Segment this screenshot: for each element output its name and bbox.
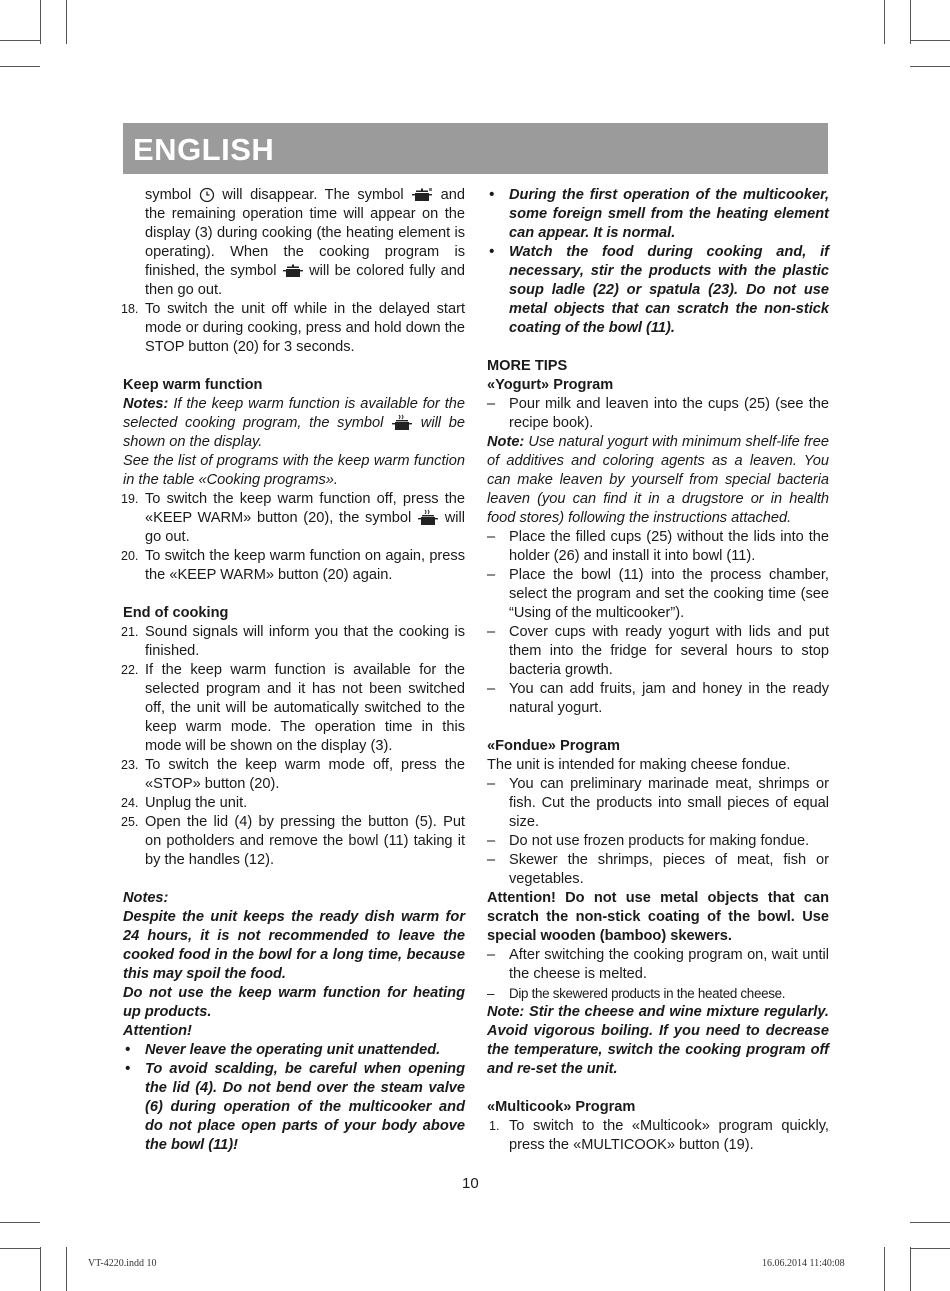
list-item: • To avoid scalding, be careful when opening the lid (4). Do not bend over the steam valve (6) during operation of the multicooker and do not place open parts of your body above the bowl (11)! (125, 1061, 465, 1153)
crop-mark (0, 1248, 40, 1249)
yogurt-note: Note: Use natural yogurt with minimum shelf-life free of additives and coloring agents as a leaven. You can make leaven by yourself from special bacteria leaven (you can find it in a drugstore or in health food stores) following the instructions attached. (487, 434, 829, 526)
list-item: 25. Open the lid (4) by pressing the button (5). Put on potholders and remove the bowl (11) taking it by the handles (12). (121, 814, 465, 868)
crop-mark (40, 0, 41, 44)
list-item: 18. To switch the unit off while in the delayed start mode or during cooking, press and hold down the STOP button (20) for 3 seconds. (121, 301, 465, 355)
crop-mark (910, 66, 950, 67)
crop-mark (0, 1222, 40, 1223)
multicook-heading: «Multicook» Program (487, 1099, 636, 1115)
list-item: 1. To switch to the «Multicook» program quickly, press the «MULTICOOK» button (19). (489, 1118, 829, 1153)
more-tips-heading: MORE TIPS (487, 358, 568, 374)
crop-mark (884, 1247, 885, 1291)
crop-mark (884, 0, 885, 44)
fondue-note: Note: Stir the cheese and wine mixture regularly. Avoid vigorous boiling. If you need to decrease the temperature, switch the cooking program off and re-set the unit. (487, 1004, 829, 1077)
list-item: – Do not use frozen products for making fondue. (487, 832, 829, 851)
list-item: – Place the bowl (11) into the process chamber, select the program and set the cooking time (see “Using of the multicooker”). (487, 566, 829, 623)
end-of-cooking-heading: End of cooking (123, 605, 229, 621)
keep-warm-notes: Notes: If the keep warm function is available for the selected cooking program, the symbol will be shown on the display. (123, 396, 465, 450)
list-item: – You can preliminary marinade meat, shrimps or fish. Cut the products into small pieces of equal size. (487, 775, 829, 832)
crop-mark (0, 40, 40, 41)
keep-warm-icon (417, 509, 439, 527)
keep-warm-heading: Keep warm function (123, 377, 263, 393)
right-column (487, 186, 829, 1155)
notes-heading: Notes: (123, 890, 169, 906)
list-item: • Watch the food during cooking and, if necessary, stir the products with the plastic soup ladle (22) or spatula (23). Do not use metal objects that can scratch the non-stick coating of the bowl (11). (489, 244, 829, 336)
fondue-intro: The unit is intended for making cheese fondue. (487, 757, 791, 773)
paragraph-symbols: symbol will disappear. The symbol and the remaining operation time will appear on the display (3) during cooking (the heating element is operating). When the cooking program is finished, the symbol will be colored fully and then go out. (145, 187, 465, 298)
clock-icon (199, 187, 215, 203)
page-number: 10 (462, 1175, 479, 1192)
list-item: – Place the filled cups (25) without the lids into the holder (26) and install it into bowl (11). (487, 528, 829, 566)
list-item: 21. Sound signals will inform you that the cooking is finished. (121, 624, 465, 659)
list-item: • Never leave the operating unit unattended. (125, 1042, 441, 1058)
crop-mark (910, 1248, 950, 1249)
list-item: – You can add fruits, jam and honey in the ready natural yogurt. (487, 680, 829, 718)
list-item: – After switching the cooking program on, wait until the cheese is melted. (487, 946, 829, 984)
crop-mark (910, 1247, 911, 1291)
section-banner (123, 123, 828, 174)
crop-mark (910, 40, 950, 41)
banner-title: ENGLISH (133, 132, 275, 167)
see-list-note: See the list of programs with the keep warm function in the table «Cooking programs». (123, 453, 465, 488)
list-item: 22. If the keep warm function is available for the selected program and it has not been switched off, the unit will be automatically switched to the keep warm mode. The operation time in this mode will be shown on the display (3). (121, 662, 465, 754)
notes-paragraph: Do not use the keep warm function for heating up products. (123, 985, 465, 1020)
left-column (123, 186, 465, 1155)
list-item: • During the first operation of the multicooker, some foreign smell from the heating element can appear. It is normal. (489, 187, 829, 241)
keep-warm-icon (391, 414, 413, 432)
footer-datetime: 16.06.2014 11:40:08 (762, 1258, 845, 1269)
list-item: 19. To switch the keep warm function off, press the «KEEP WARM» button (20), the symbol will go out. (121, 491, 465, 545)
crop-mark (66, 1247, 67, 1291)
list-item: – Cover cups with ready yogurt with lids and put them into the fridge for several hours to stop bacteria growth. (487, 623, 829, 680)
list-item: – Dip the skewered products in the heated cheese. (487, 984, 829, 1003)
crop-mark (910, 1222, 950, 1223)
list-item: 20. To switch the keep warm function on again, press the «KEEP WARM» button (20) again. (121, 548, 465, 583)
list-item: – Skewer the shrimps, pieces of meat, fish or vegetables. (487, 851, 829, 889)
pot-icon (411, 187, 433, 203)
footer-file: VT-4220.indd 10 (88, 1258, 157, 1269)
crop-mark (910, 0, 911, 44)
yogurt-heading: «Yogurt» Program (487, 377, 614, 393)
crop-mark (0, 66, 40, 67)
pot-icon (282, 263, 304, 279)
list-item: 24. Unplug the unit. (121, 795, 248, 811)
notes-paragraph: Despite the unit keeps the ready dish warm for 24 hours, it is not recommended to leave the cooked food in the bowl for a long time, because this may spoil the food. (123, 909, 465, 982)
list-item: – Pour milk and leaven into the cups (25) (see the recipe book). (487, 395, 829, 433)
crop-mark (66, 0, 67, 44)
fondue-heading: «Fondue» Program (487, 738, 620, 754)
attention-heading: Attention! (123, 1023, 192, 1039)
crop-mark (40, 1247, 41, 1291)
fondue-attention: Attention! Do not use metal objects that can scratch the non-stick coating of the bowl. Use special wooden (bamboo) skewers. (487, 890, 829, 944)
list-item: 23. To switch the keep warm mode off, press the «STOP» button (20). (121, 757, 465, 792)
